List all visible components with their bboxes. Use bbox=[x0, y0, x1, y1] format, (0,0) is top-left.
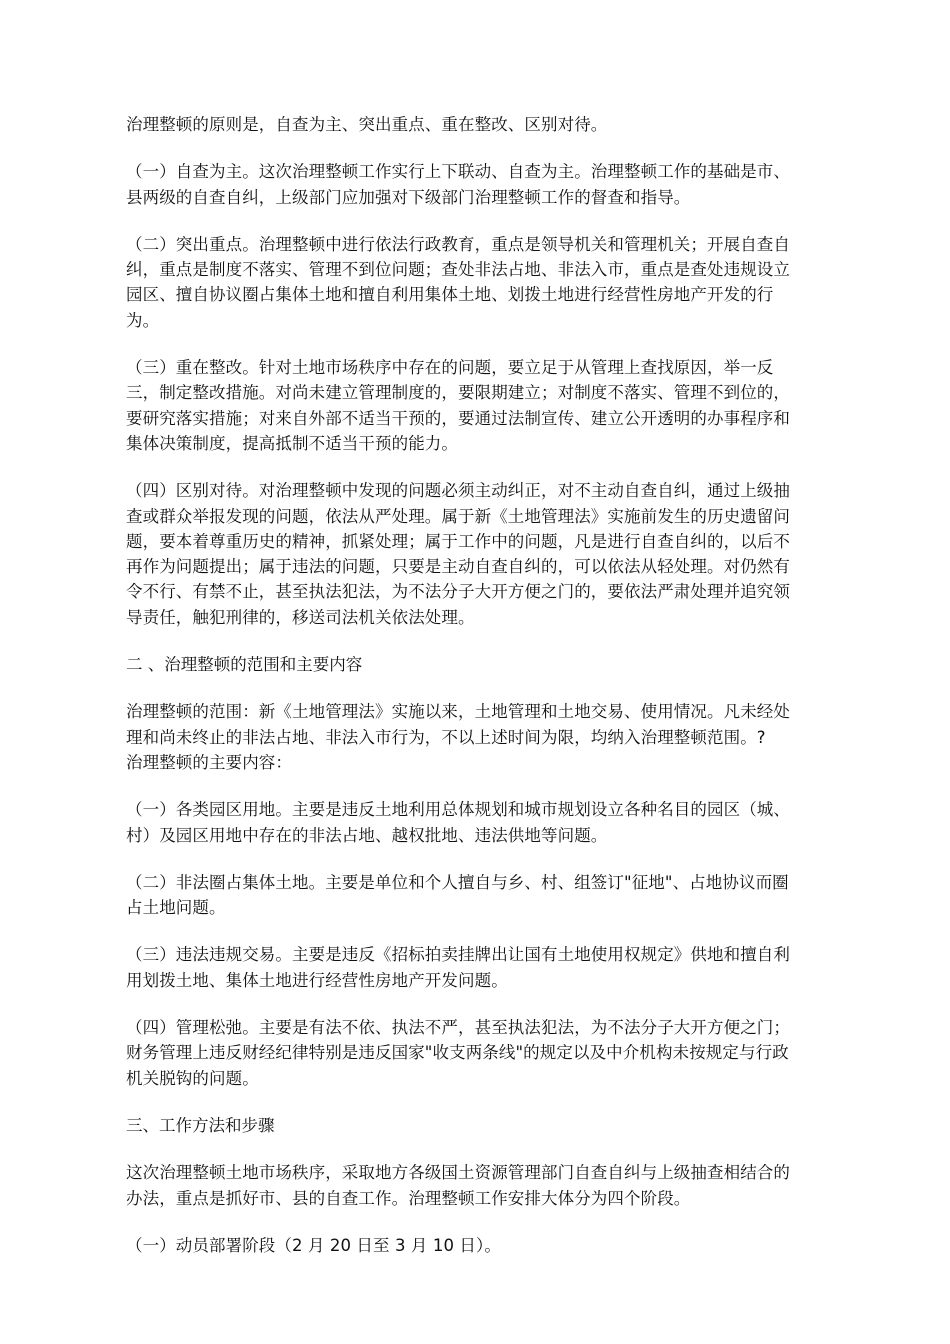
text-line: 理和尚未终止的非法占地、非法入市行为，不以上述时间为限，均纳入治理整顿范围。? bbox=[126, 727, 766, 747]
text-line: 要研究落实措施；对来自外部不适当干预的，要通过法制宣传、建立公开透明的办事程序和 bbox=[126, 408, 790, 428]
document-page bbox=[126, 112, 832, 1280]
content-collective-land bbox=[126, 870, 832, 921]
text-line: 纠，重点是制度不落实、管理不到位问题；查处非法占地、非法入市，重点是查处违规设立 bbox=[126, 260, 790, 280]
scope-paragraph bbox=[126, 699, 832, 775]
text-line: 题，要本着尊重历史的精神，抓紧处理；属于工作中的问题，凡是进行自查自纠的，以后不 bbox=[126, 531, 790, 551]
text-line: 三，制定整改措施。对尚未建立管理制度的，要限期建立；对制度不落实、管理不到位的， bbox=[126, 383, 790, 403]
methods-paragraph bbox=[126, 1160, 832, 1211]
stage-mobilization bbox=[126, 1233, 832, 1258]
principle-rectification bbox=[126, 355, 832, 456]
principle-differentiation bbox=[126, 478, 832, 630]
text-line: 园区、擅自协议圈占集体土地和擅自利用集体土地、划拨土地进行经营性房地产开发的行 bbox=[126, 285, 774, 305]
section-heading-scope: 二 、治理整顿的范围和主要内容 bbox=[126, 655, 363, 675]
text-line: （一）自查为主。这次治理整顿工作实行上下联动、自查为主。治理整顿工作的基础是市、 bbox=[126, 162, 790, 182]
text-line: 县两级的自查自纠，上级部门应加强对下级部门治理整顿工作的督查和指导。 bbox=[126, 187, 691, 207]
text-line: （四）管理松弛。主要是有法不依、执法不严，甚至执法犯法，为不法分子大开方便之门； bbox=[126, 1018, 790, 1038]
text-line: 查或群众举报发现的问题，依法从严处理。属于新《土地管理法》实施前发生的历史遗留问 bbox=[126, 506, 790, 526]
principles-intro bbox=[126, 112, 832, 137]
text-line: 用划拨土地、集体土地进行经营性房地产开发问题。 bbox=[126, 970, 508, 990]
text-line: 办法，重点是抓好市、县的自查工作。治理整顿工作安排大体分为四个阶段。 bbox=[126, 1188, 691, 1208]
content-illegal-transactions bbox=[126, 942, 832, 993]
text-line: 治理整顿的主要内容： bbox=[126, 752, 292, 772]
text-line: 导责任，触犯刑律的，移送司法机关依法处理。 bbox=[126, 607, 475, 627]
text-line: 治理整顿的原则是，自查为主、突出重点、重在整改、区别对待。 bbox=[126, 115, 608, 134]
text-line: 占土地问题。 bbox=[126, 898, 226, 918]
section-heading-methods: 三、工作方法和步骤 bbox=[126, 1115, 275, 1135]
text-line: （三）违法违规交易。主要是违反《招标拍卖挂牌出让国有土地使用权规定》供地和擅自利 bbox=[126, 945, 790, 965]
content-parks-land bbox=[126, 797, 832, 848]
text-line: 再作为问题提出；属于违法的问题，只要是主动自查自纠的，可以依法从轻处理。对仍然有 bbox=[126, 557, 790, 577]
content-lax-management bbox=[126, 1015, 832, 1091]
text-line: 令不行、有禁不止，甚至执法犯法，为不法分子大开方便之门的，要依法严肃处理并追究领 bbox=[126, 582, 790, 602]
text-line: 治理整顿的范围：新《土地管理法》实施以来，土地管理和土地交易、使用情况。凡未经处 bbox=[126, 702, 790, 722]
text-line: 机关脱钩的问题。 bbox=[126, 1068, 259, 1088]
text-line: 这次治理整顿土地市场秩序，采取地方各级国土资源管理部门自查自纠与上级抽查相结合的 bbox=[126, 1163, 790, 1183]
text-line: （四）区别对待。对治理整顿中发现的问题必须主动纠正，对不主动自查自纠，通过上级抽 bbox=[126, 481, 790, 501]
text-line: （二）非法圈占集体土地。主要是单位和个人擅自与乡、村、组签订"征地"、占地协议而圈 bbox=[126, 872, 789, 892]
text-line: 为。 bbox=[126, 310, 160, 330]
text-line: 集体决策制度，提高抵制不适当干预的能力。 bbox=[126, 433, 458, 453]
text-line: （一）各类园区用地。主要是违反土地利用总体规划和城市规划设立各种名目的园区（城、 bbox=[126, 800, 790, 820]
text-line: （三）重在整改。针对土地市场秩序中存在的问题，要立足于从管理上查找原因，举一反 bbox=[126, 358, 774, 378]
text-line: （一）动员部署阶段（2 月 20 日至 3 月 10 日）。 bbox=[126, 1235, 501, 1255]
principle-key-points bbox=[126, 232, 832, 333]
text-line: 财务管理上违反财经纪律特别是违反国家"收支两条线"的规定以及中介机构未按规定与行政 bbox=[126, 1043, 789, 1063]
text-line: 村）及园区用地中存在的非法占地、越权批地、违法供地等问题。 bbox=[126, 825, 608, 845]
text-line: （二）突出重点。治理整顿中进行依法行政教育，重点是领导机关和管理机关；开展自查自 bbox=[126, 234, 790, 254]
principle-self-check bbox=[126, 159, 832, 210]
